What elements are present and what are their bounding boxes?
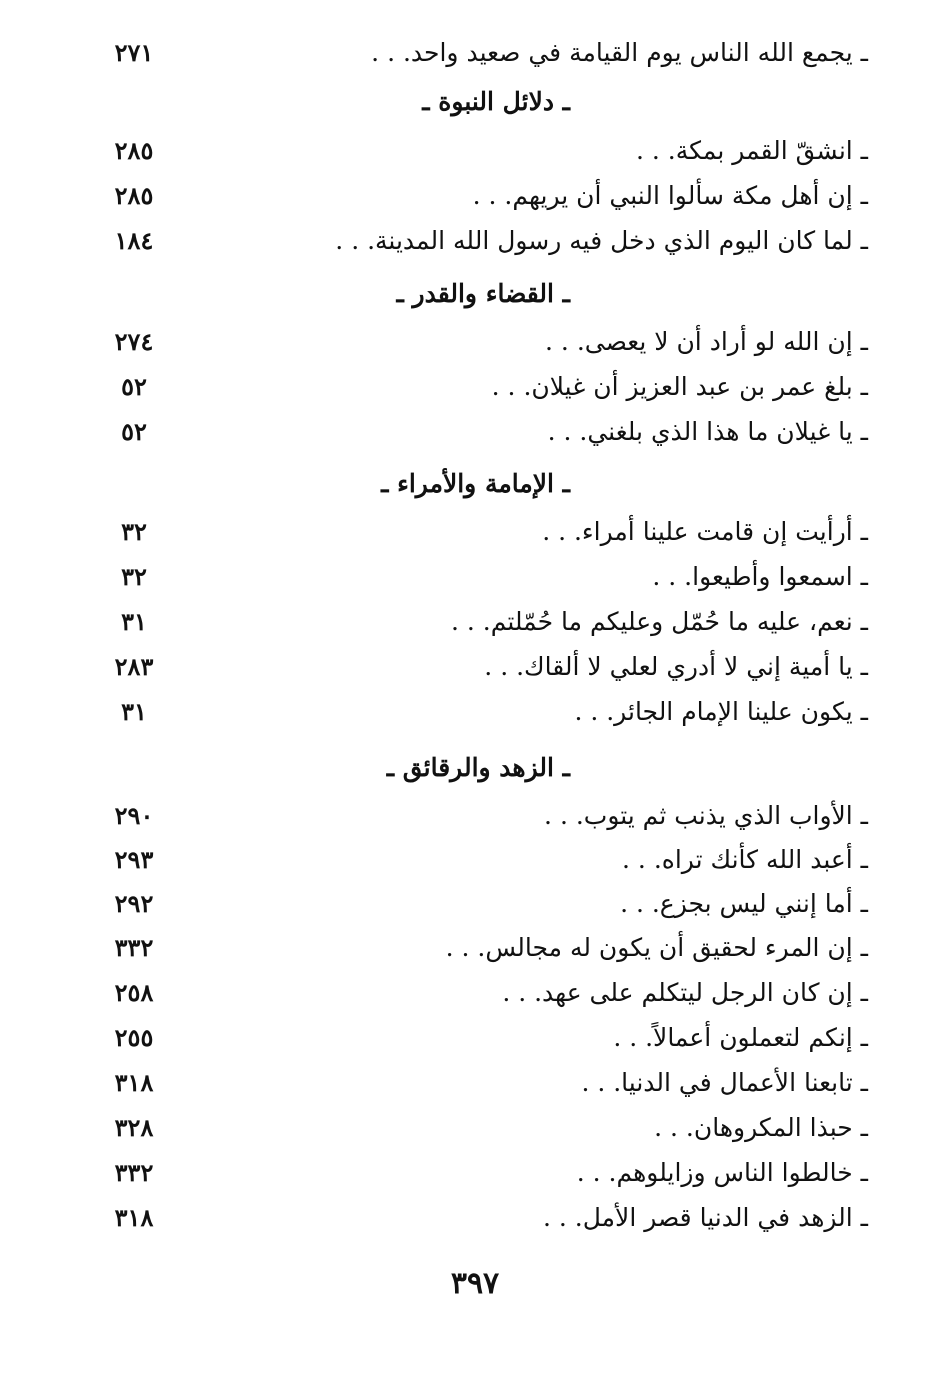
index-entry bbox=[0, 176, 950, 216]
entry-page-number: ٢٨٥ bbox=[114, 181, 154, 210]
index-entry bbox=[0, 840, 950, 880]
section-heading bbox=[0, 464, 950, 504]
entry-page-number: ٣٢ bbox=[121, 562, 147, 591]
index-entry bbox=[0, 973, 950, 1013]
index-entry bbox=[0, 1063, 950, 1103]
index-entry bbox=[0, 692, 950, 732]
index-entry bbox=[0, 1018, 950, 1058]
entry-text: ـ يا غيلان ما هذا الذي بلغني. . . bbox=[547, 417, 868, 446]
index-entry bbox=[0, 1108, 950, 1148]
index-entry bbox=[0, 928, 950, 968]
entry-page-number: ٢٥٥ bbox=[114, 1023, 154, 1052]
entry-text: ـ إن الله لو أراد أن لا يعصى. . . bbox=[545, 327, 868, 356]
entry-page-number: ٢٧٤ bbox=[114, 327, 154, 356]
index-entry bbox=[0, 412, 950, 452]
entry-page-number: ٣١ bbox=[121, 697, 147, 726]
index-entry bbox=[0, 1153, 950, 1193]
entry-page-number: ٢٨٥ bbox=[114, 136, 154, 165]
index-entry bbox=[0, 557, 950, 597]
index-entry bbox=[0, 221, 950, 261]
section-title: ـ دلائل النبوة ـ bbox=[422, 87, 570, 116]
entry-text: ـ أعبد الله كأنك تراه. . . bbox=[622, 845, 868, 874]
section-heading bbox=[0, 274, 950, 314]
entry-text: ـ يكون علينا الإمام الجائر. . . bbox=[574, 697, 868, 726]
entry-text: ـ خالطوا الناس وزايلوهم. . . bbox=[576, 1158, 868, 1187]
entry-page-number: ٢٥٨ bbox=[114, 978, 154, 1007]
entry-page-number: ٥٢ bbox=[121, 372, 147, 401]
entry-text: ـ أرأيت إن قامت علينا أمراء. . . bbox=[542, 517, 868, 546]
index-entry bbox=[0, 512, 950, 552]
index-entry bbox=[0, 131, 950, 171]
index-entry bbox=[0, 33, 950, 73]
index-entry bbox=[0, 647, 950, 687]
section-heading bbox=[0, 748, 950, 788]
section-heading bbox=[0, 82, 950, 122]
entry-page-number: ٣٢٨ bbox=[114, 1113, 154, 1142]
entry-text: ـ أما إنني ليس بجزع. . . bbox=[620, 889, 868, 918]
entry-page-number: ٢٩٣ bbox=[114, 845, 154, 874]
entry-page-number: ٣١٨ bbox=[114, 1203, 154, 1232]
entry-text: ـ يا أمية إني لا أدري لعلي لا ألقاك. . . bbox=[484, 652, 868, 681]
index-entry bbox=[0, 367, 950, 407]
entry-page-number: ٥٢ bbox=[121, 417, 147, 446]
entry-text: ـ بلغ عمر بن عبد العزيز أن غيلان. . . bbox=[491, 372, 868, 401]
index-entry bbox=[0, 884, 950, 924]
entry-page-number: ٣٢ bbox=[121, 517, 147, 546]
entry-page-number: ٢٩٢ bbox=[114, 889, 154, 918]
entry-text: ـ إن أهل مكة سألوا النبي أن يريهم. . . bbox=[472, 181, 868, 210]
entry-text: ـ الزهد في الدنيا قصر الأمل. . . bbox=[543, 1203, 868, 1232]
entry-page-number: ١٨٤ bbox=[114, 226, 154, 255]
entry-page-number: ٢٧١ bbox=[114, 38, 154, 67]
entry-text: ـ اسمعوا وأطيعوا. . . bbox=[652, 562, 868, 591]
entry-text: ـ يجمع الله الناس يوم القيامة في صعيد واحد. . . bbox=[371, 38, 868, 67]
section-title: ـ القضاء والقدر ـ bbox=[396, 279, 570, 308]
entry-page-number: ٣٣٢ bbox=[114, 933, 154, 962]
index-entry bbox=[0, 796, 950, 836]
entry-text: ـ الأواب الذي يذنب ثم يتوب. . . bbox=[544, 801, 868, 830]
index-entry bbox=[0, 1198, 950, 1238]
entry-page-number: ٢٩٠ bbox=[114, 801, 154, 830]
entry-text: ـ تابعنا الأعمال في الدنيا. . . bbox=[581, 1068, 868, 1097]
section-title: ـ الإمامة والأمراء ـ bbox=[381, 469, 570, 498]
entry-text: ـ حبذا المكروهان. . . bbox=[654, 1113, 868, 1142]
entry-text: ـ انشقّ القمر بمكة. . . bbox=[635, 136, 868, 165]
section-title: ـ الزهد والرقائق ـ bbox=[386, 753, 570, 782]
entry-page-number: ٣١٨ bbox=[114, 1068, 154, 1097]
entry-text: ـ إن المرء لحقيق أن يكون له مجالس. . . bbox=[445, 933, 868, 962]
entry-text: ـ نعم، عليه ما حُمّل وعليكم ما حُمّلتم. . . bbox=[450, 607, 868, 636]
entry-text: ـ إنكم لتعملون أعمالاً. . . bbox=[613, 1023, 868, 1052]
entry-page-number: ٢٨٣ bbox=[114, 652, 154, 681]
index-entry bbox=[0, 322, 950, 362]
page-number: ٣٩٧ bbox=[450, 1266, 500, 1301]
entry-text: ـ لما كان اليوم الذي دخل فيه رسول الله المدينة. . . bbox=[335, 226, 868, 255]
entry-page-number: ٣١ bbox=[121, 607, 147, 636]
entry-page-number: ٣٣٢ bbox=[114, 1158, 154, 1187]
index-entry bbox=[0, 602, 950, 642]
entry-text: ـ إن كان الرجل ليتكلم على عهد. . . bbox=[502, 978, 868, 1007]
